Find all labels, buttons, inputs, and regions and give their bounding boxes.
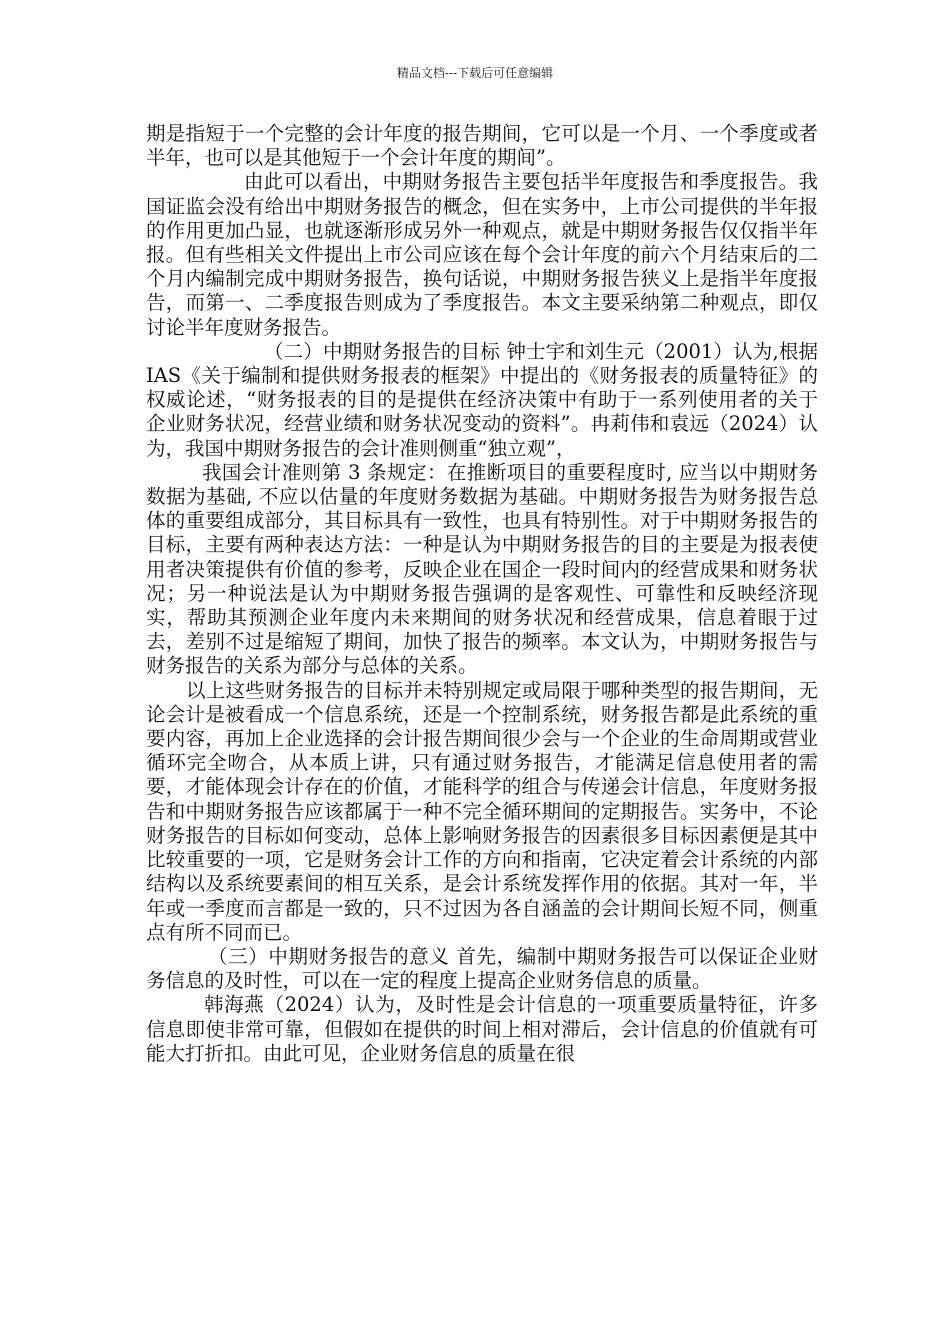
document-body bbox=[146, 122, 818, 1066]
paragraph-1: 期是指短于一个完整的会计年度的报告期间，它可以是一个月、一个季度或者半年，也可以是其他短于一个会计年度的期间”。 bbox=[146, 122, 818, 170]
page-header: 精品文档---下载后可任意编辑 bbox=[396, 66, 554, 80]
section-heading-objectives: （二）中期财务报告的目标 钟士宇和刘生元（2001）认为,根据 IAS《关于编制和提供财务报表的框架》中提出的《财务报表的质量特征》的权威论述，“财务报表的目的是提供在经济决策中有助于一系列使用者的关于企业财务状况，经营业绩和财务状况变动的资料”。冉莉伟和袁远（2024）认为，我国中期财务报告的会计准则侧重“独立观”， bbox=[146, 339, 818, 460]
paragraph-7: 韩海燕（2024）认为，及时性是会计信息的一项重要质量特征，许多信息即使非常可靠，但假如在提供的时间上相对滞后，会计信息的价值就有可能大打折扣。由此可见，企业财务信息的质量在很 bbox=[146, 993, 818, 1065]
paragraph-2: 由此可以看出，中期财务报告主要包括半年度报告和季度报告。我国证监会没有给出中期财务报告的概念，但在实务中，上市公司提供的半年报的作用更加凸显，也就逐渐形成另外一种观点，就是中期财务报告仅仅指半年报。但有些相关文件提出上市公司应该在每个会计年度的前六个月结束后的二个月内编制完成中期财务报告，换句话说，中期财务报告狭义上是指半年度报告，而第一、二季度报告则成为了季度报告。本文主要采纳第二种观点，即仅讨论半年度财务报告。 bbox=[146, 170, 818, 339]
paragraph-4: 我国会计准则第 3 条规定：在推断项目的重要程度时, 应当以中期财务数据为基础, 不应以估量的年度财务数据为基础。中期财务报告为财务报告总体的重要组成部分，其目标具有一致性，也具有特别性。对于中期财务报告的目标，主要有两种表达方法：一种是认为中期财务报告的目的主要是为报表使用者决策提供有价值的参考，反映企业在国企一段时间内的经营成果和财务状况；另一种说法是认为中期财务报告强调的是客观性、可靠性和反映经济现实，帮助其预测企业年度内未来期间的财务状况和经营成果，信息着眼于过去，差别不过是缩短了期间，加快了报告的频率。本文认为，中期财务报告与财务报告的关系为部分与总体的关系。 bbox=[146, 460, 818, 678]
paragraph-5: 以上这些财务报告的目标并未特别规定或局限于哪种类型的报告期间，无论会计是被看成一个信息系统，还是一个控制系统，财务报告都是此系统的重要内容，再加上企业选择的会计报告期间很少会与一个企业的生命周期或营业循环完全吻合，从本质上讲，只有通过财务报告，才能满足信息使用者的需要，才能体现会计存在的价值，才能科学的组合与传递会计信息，年度财务报告和中期财务报告应该都属于一种不完全循环期间的定期报告。实务中，不论财务报告的目标如何变动，总体上影响财务报告的因素很多目标因素便是其中比较重要的一项，它是财务会计工作的方向和指南，它决定着会计系统的内部结构以及系统要素间的相互关系，是会计系统发挥作用的依据。其对一年，半年或一季度而言都是一致的，只不过因为各自涵盖的会计期间长短不同，侧重点有所不同而已。 bbox=[146, 678, 818, 944]
section-heading-significance: （三）中期财务报告的意义 首先，编制中期财务报告可以保证企业财务信息的及时性，可以在一定的程度上提高企业财务信息的质量。 bbox=[146, 944, 818, 993]
